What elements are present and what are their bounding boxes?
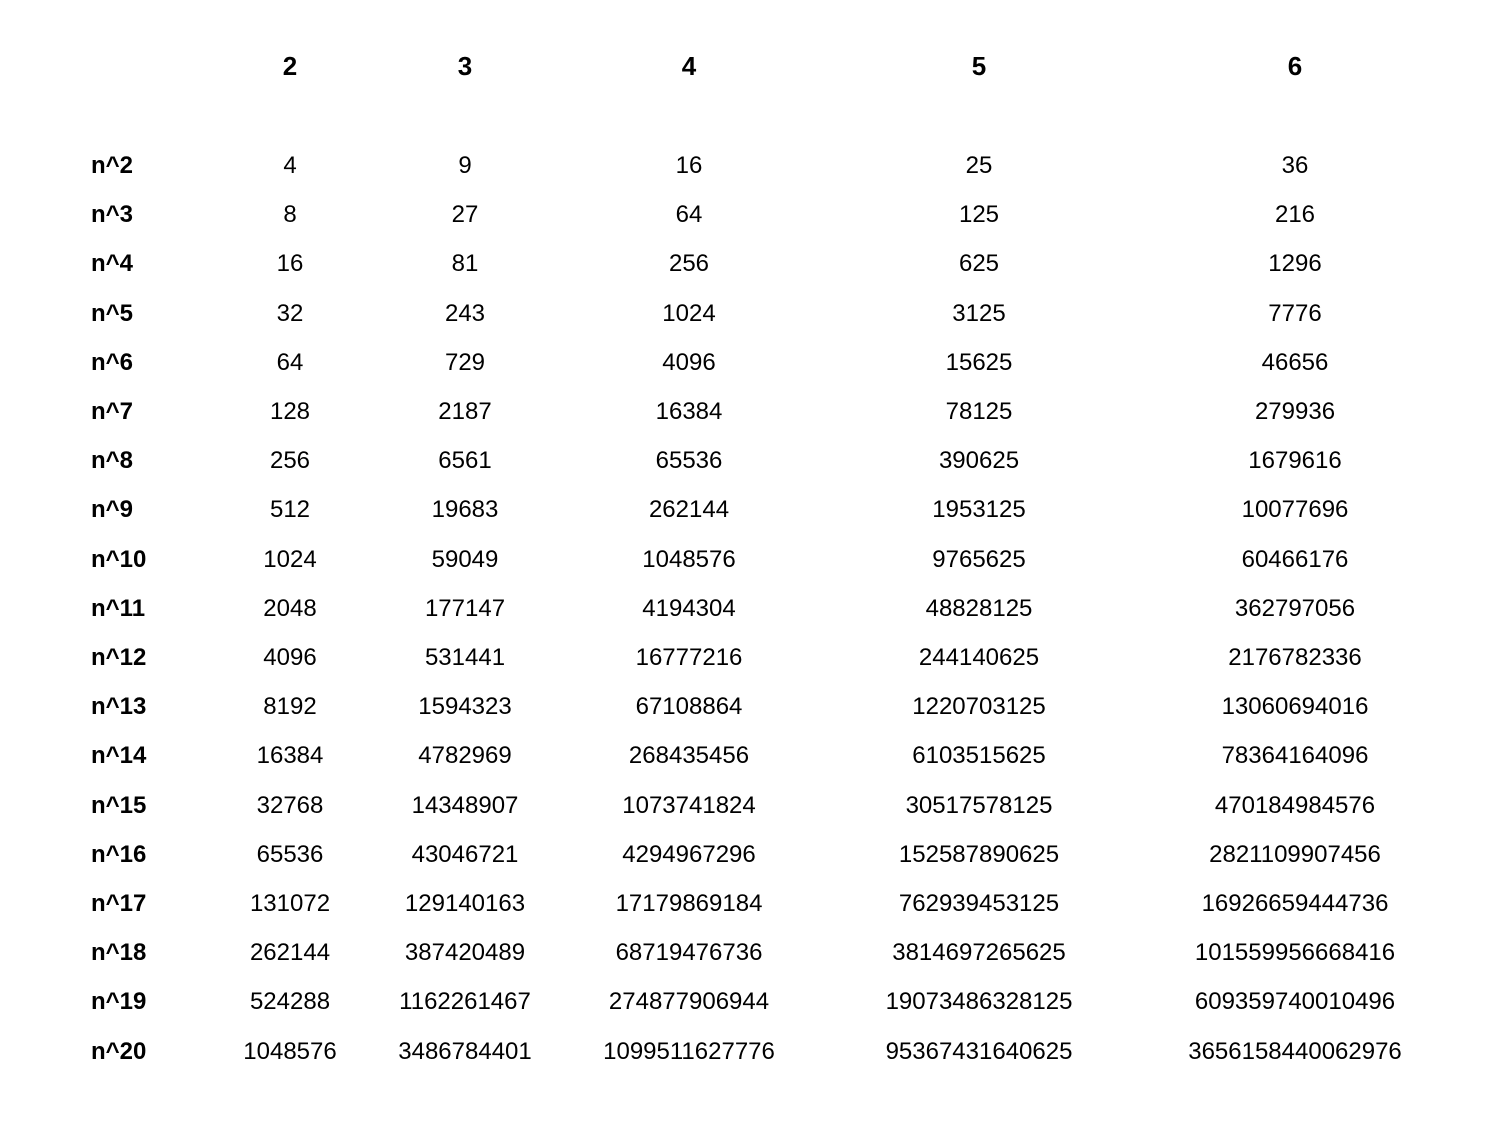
table-cell: 36 (1281, 152, 1309, 179)
table-cell: 3656158440062976 (1188, 1038, 1402, 1065)
row-label: n^6 (91, 349, 134, 376)
row-label: n^4 (91, 250, 134, 277)
row-label: n^9 (91, 496, 134, 523)
table-cell: 10077696 (1241, 496, 1349, 523)
row-label: n^13 (91, 693, 147, 720)
table-cell: 60466176 (1241, 546, 1349, 573)
table-cell: 95367431640625 (885, 1038, 1073, 1065)
table-cell: 1073741824 (622, 792, 756, 819)
row-label: n^14 (91, 742, 147, 769)
row-label: n^7 (91, 398, 134, 425)
row-label: n^17 (91, 890, 147, 917)
row-label: n^19 (91, 988, 147, 1015)
row-label: n^18 (91, 939, 147, 966)
row-label: n^12 (91, 644, 147, 671)
table-cell: 2048 (263, 595, 317, 622)
table-cell: 6561 (438, 447, 492, 474)
table-cell: 9 (458, 152, 472, 179)
table-cell: 14348907 (411, 792, 519, 819)
table-cell: 7776 (1268, 300, 1322, 327)
table-cell: 2187 (438, 398, 492, 425)
table-cell: 625 (958, 250, 1000, 277)
table-cell: 4096 (263, 644, 317, 671)
table-cell: 19683 (431, 496, 499, 523)
table-cell: 152587890625 (898, 841, 1060, 868)
table-cell: 1162261467 (399, 988, 531, 1015)
table-cell: 4294967296 (622, 841, 756, 868)
table-cell: 64 (276, 349, 304, 376)
table-cell: 16384 (256, 742, 324, 769)
table-cell: 43046721 (411, 841, 519, 868)
table-cell: 531441 (424, 644, 506, 671)
table-cell: 16 (276, 250, 304, 277)
table-cell: 1048576 (642, 546, 736, 573)
table-cell: 268435456 (628, 742, 750, 769)
table-cell: 1953125 (932, 496, 1026, 523)
table-cell: 129140163 (404, 890, 526, 917)
column-header: 2 (282, 51, 298, 81)
table-cell: 244140625 (918, 644, 1040, 671)
table-cell: 48828125 (925, 595, 1033, 622)
column-header: 4 (681, 51, 697, 81)
row-label: n^16 (91, 841, 147, 868)
table-cell: 4096 (662, 349, 716, 376)
table-cell: 78364164096 (1221, 742, 1369, 769)
table-cell: 59049 (431, 546, 499, 573)
table-cell: 16 (675, 152, 703, 179)
table-cell: 32768 (256, 792, 324, 819)
table-cell: 4782969 (418, 742, 512, 769)
table-cell: 13060694016 (1221, 693, 1369, 720)
table-cell: 387420489 (404, 939, 526, 966)
table-cell: 262144 (648, 496, 730, 523)
table-cell: 68719476736 (615, 939, 763, 966)
table-cell: 256 (668, 250, 710, 277)
table-cell: 262144 (249, 939, 331, 966)
table-cell: 762939453125 (898, 890, 1060, 917)
table-cell: 2176782336 (1228, 644, 1362, 671)
table-cell: 362797056 (1234, 595, 1356, 622)
table-cell: 1594323 (418, 693, 512, 720)
table-cell: 30517578125 (905, 792, 1053, 819)
row-label: n^20 (91, 1038, 147, 1065)
table-cell: 279936 (1254, 398, 1336, 425)
table-cell: 4194304 (642, 595, 736, 622)
row-label: n^10 (91, 546, 147, 573)
column-header: 5 (971, 51, 987, 81)
table-cell: 125 (958, 201, 1000, 228)
table-cell: 729 (444, 349, 486, 376)
table-cell: 1296 (1268, 250, 1322, 277)
row-label: n^2 (91, 152, 134, 179)
table-cell: 2821109907456 (1209, 841, 1381, 868)
table-cell: 32 (276, 300, 304, 327)
table-cell: 3125 (952, 300, 1006, 327)
table-cell: 3486784401 (398, 1038, 532, 1065)
table-cell: 1220703125 (912, 693, 1046, 720)
table-cell: 6103515625 (912, 742, 1046, 769)
table-cell: 274877906944 (608, 988, 770, 1015)
table-cell: 16384 (655, 398, 723, 425)
table-cell: 216 (1274, 201, 1316, 228)
table-cell: 81 (451, 250, 479, 277)
table-cell: 524288 (249, 988, 331, 1015)
table-cell: 17179869184 (615, 890, 763, 917)
table-cell: 1024 (662, 300, 716, 327)
table-cell: 1099511627776 (603, 1038, 775, 1065)
table-cell: 67108864 (635, 693, 743, 720)
table-cell: 390625 (938, 447, 1020, 474)
table-cell: 65536 (256, 841, 324, 868)
table-cell: 15625 (945, 349, 1013, 376)
table-cell: 16926659444736 (1201, 890, 1389, 917)
table-cell: 78125 (945, 398, 1013, 425)
table-cell: 4 (283, 152, 297, 179)
table-cell: 64 (675, 201, 703, 228)
table-cell: 65536 (655, 447, 723, 474)
table-cell: 8192 (263, 693, 317, 720)
table-cell: 46656 (1261, 349, 1329, 376)
table-cell: 131072 (249, 890, 331, 917)
table-cell: 25 (965, 152, 993, 179)
table-cell: 512 (269, 496, 311, 523)
table-cell: 8 (283, 201, 297, 228)
table-cell: 256 (269, 447, 311, 474)
table-cell: 27 (451, 201, 479, 228)
table-cell: 101559956668416 (1194, 939, 1396, 966)
table-cell: 128 (269, 398, 311, 425)
table-cell: 3814697265625 (892, 939, 1066, 966)
row-label: n^11 (91, 595, 146, 622)
column-header: 3 (457, 51, 473, 81)
table-cell: 243 (444, 300, 486, 327)
table-cell: 470184984576 (1214, 792, 1376, 819)
row-label: n^8 (91, 447, 134, 474)
table-cell: 177147 (424, 595, 506, 622)
table-cell: 1679616 (1248, 447, 1342, 474)
row-label: n^5 (91, 300, 134, 327)
table-cell: 609359740010496 (1194, 988, 1396, 1015)
table-cell: 9765625 (932, 546, 1026, 573)
table-cell: 19073486328125 (885, 988, 1073, 1015)
row-label: n^3 (91, 201, 134, 228)
column-header: 6 (1287, 51, 1303, 81)
table-cell: 1048576 (243, 1038, 337, 1065)
table-cell: 1024 (263, 546, 317, 573)
row-label: n^15 (91, 792, 147, 819)
table-cell: 16777216 (635, 644, 743, 671)
